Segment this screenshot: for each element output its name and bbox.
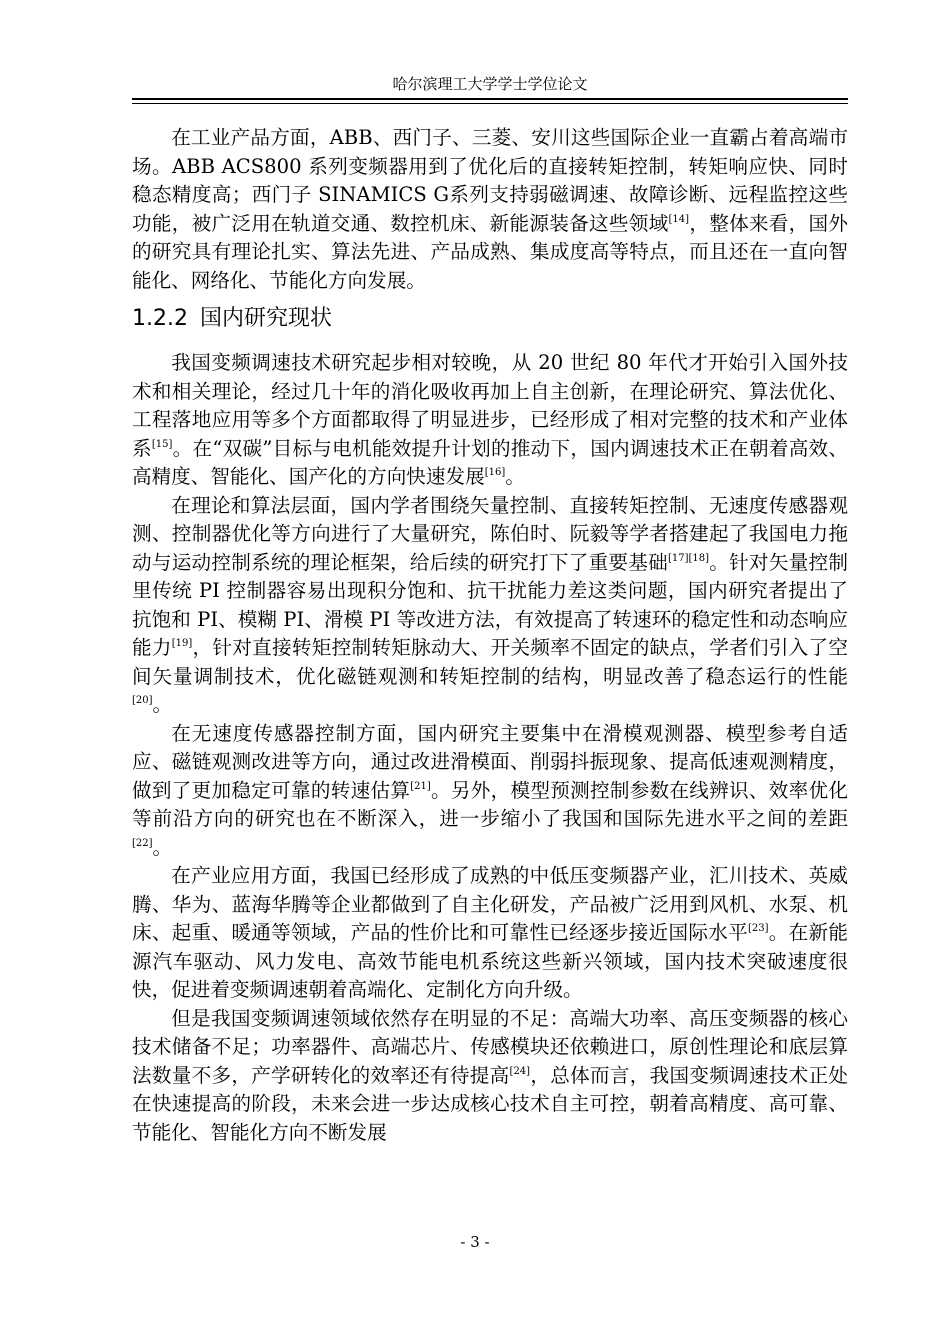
header-rule-thick xyxy=(132,98,848,100)
paragraph-text: 。针对矢量控制里传统 PI 控制器容易出现积分饱和、抗干扰能力差这类问题，国内研究者提出了抗饱和 PI、模糊 PI、滑模 PI 等改进方法，有效提高了转速环的稳定性和动态响应能力 xyxy=(132,550,849,659)
page-number: - 3 - xyxy=(460,1233,490,1251)
paragraph xyxy=(132,349,848,492)
paragraph-text: 。在“双碳”目标与电机能效提升计划的推动下，国内调速技术正在朝着高效、高精度、智能化、国产化的方向快速发展 xyxy=(132,436,848,488)
paragraph-text: 在无速度传感器控制方面，国内研究主要集中在滑模观测器、模型参考自适应、磁链观测改进等方向，通过改进滑模面、削弱抖振现象、提高低速观测精度，做到了更加稳定可靠的转速估算 xyxy=(132,721,848,802)
paragraph xyxy=(132,720,848,863)
citation-ref: [19] xyxy=(171,638,193,649)
paragraph-text: 在工业产品方面，ABB、西门子、三菱、安川这些国际企业一直霸占着高端市场。ABB ACS800 系列变频器用到了优化后的直接转矩控制，转矩响应快、同时稳态精度高；西门子 SINAMICS G系列支持弱磁调速、故障诊断、远程监控这些功能，被广泛用在轨道交通、数控机床、新能源装备这些领域 xyxy=(132,126,848,235)
paragraph-text: 。 xyxy=(152,693,173,716)
citation-ref: [17][18] xyxy=(667,552,710,564)
paragraph-text: ，总体而言，我国变频调速技术正处在快速提高的阶段，未来会进一步达成核心技术自主可控，朝着高精度、高可靠、节能化、智能化方向不断发展 xyxy=(132,1063,849,1144)
paragraph-text: 。 xyxy=(505,465,525,488)
section-number: 1.2.2 xyxy=(132,306,188,331)
running-header: 哈尔滨理工大学学士学位论文 xyxy=(392,75,588,93)
paragraph-text: 。另外，模型预测控制参数在线辨识、效率优化等前沿方向的研究也在不断深入，进一步缩小了我国和国际先进水平之间的差距 xyxy=(132,778,848,830)
citation-ref: [20] xyxy=(132,695,153,706)
paragraph xyxy=(132,1005,848,1148)
paragraph-text: 。 xyxy=(152,835,173,859)
paragraph-text: 。在新能源汽车驱动、风力发电、高效节能电机系统这些新兴领域，国内技术突破速度很快，促进着变频调速朝着高端化、定制化方向升级。 xyxy=(132,921,849,1001)
section-paragraphs xyxy=(132,349,848,1147)
paragraph-text: 但是我国变频调速领域依然存在明显的不足：高端大功率、高压变频器的核心技术储备不足；功率器件、高端芯片、传感模块还依赖进口，原创性理论和底层算法数量不多，产学研转化的效率还有待提高 xyxy=(132,1006,848,1087)
citation-ref: [15] xyxy=(151,438,173,450)
paragraph xyxy=(132,492,848,720)
intro-paragraphs xyxy=(132,124,848,295)
paragraph-text: 在产业应用方面，我国已经形成了成熟的中低压变频器产业，汇川技术、英威腾、华为、蓝海华腾等企业都做到了自主化研发，产品被广泛用到风机、水泵、机床、起重、暖通等领域，产品的性价比和可靠性已经逐步接近国际水平 xyxy=(132,864,848,944)
section-title: 国内研究现状 xyxy=(199,306,332,331)
citation-ref: [23] xyxy=(748,923,769,934)
section-heading xyxy=(132,302,848,336)
citation-ref: [14] xyxy=(668,213,690,225)
paragraph-text: 在理论和算法层面，国内学者围绕矢量控制、直接转矩控制、无速度传感器观测、控制器优化等方向进行了大量研究，陈伯时、阮毅等学者搭建起了我国电力拖动与运动控制系统的理论框架，给后续的研究打下了重要基础 xyxy=(132,493,848,574)
paragraph xyxy=(132,124,848,295)
citation-ref: [22] xyxy=(132,837,153,849)
body-text xyxy=(132,124,848,1147)
paragraph xyxy=(132,862,848,1005)
header-rule-thin xyxy=(132,103,848,104)
citation-ref: [24] xyxy=(509,1065,531,1077)
paragraph-text: 我国变频调速技术研究起步相对较晚，从 20 世纪 80 年代才开始引入国外技术和相关理论，经过几十年的消化吸收再加上自主创新，在理论研究、算法优化、工程落地应用等多个方面都取得了明显进步，已经形成了相对完整的技术和产业体系 xyxy=(132,351,848,460)
paragraph-text: ，针对直接转矩控制转矩脉动大、开关频率不固定的缺点，学者们引入了空间矢量调制技术，优化磁链观测和转矩控制的结构，明显改善了稳态运行的性能 xyxy=(132,636,849,688)
citation-ref: [16] xyxy=(484,467,506,478)
citation-ref: [21] xyxy=(410,780,431,792)
paragraph-text: ，整体来看，国外的研究具有理论扎实、算法先进、产品成熟、集成度高等特点，而且还在一直向智能化、网络化、节能化方向发展。 xyxy=(132,211,849,292)
